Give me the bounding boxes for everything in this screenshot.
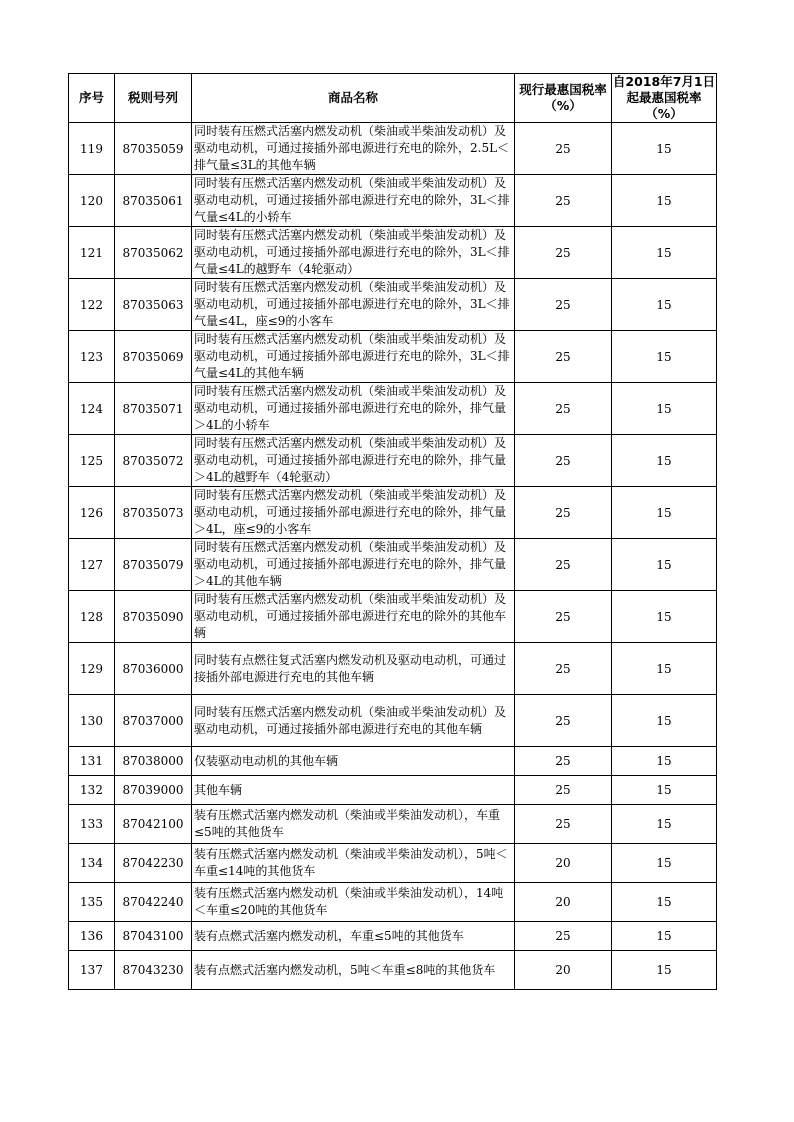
- row-name: 同时装有压燃式活塞内燃发动机（柴油或半柴油发动机）及驱动电动机，可通过接插外部电源进行充电的除外，3L＜排气量≤4L的其他车辆: [192, 331, 515, 383]
- row-code: 87035063: [115, 279, 192, 331]
- tariff-table: [68, 73, 717, 990]
- row-name: 同时装有压燃式活塞内燃发动机（柴油或半柴油发动机）及驱动电动机，可通过接插外部电源进行充电的除外，3L＜排气量≤4L的小轿车: [192, 175, 515, 227]
- table-row: [69, 279, 717, 331]
- table-row: [69, 539, 717, 591]
- row-code: 87035069: [115, 331, 192, 383]
- row-current-rate: 20: [515, 844, 612, 883]
- row-current-rate: 25: [515, 487, 612, 539]
- row-name: 仅装驱动电动机的其他车辆: [192, 747, 515, 776]
- header-name: 商品名称: [192, 74, 515, 123]
- row-seq: 132: [69, 776, 115, 805]
- row-code: 87035071: [115, 383, 192, 435]
- row-current-rate: 25: [515, 922, 612, 951]
- row-new-rate: 15: [612, 844, 717, 883]
- row-code: 87035073: [115, 487, 192, 539]
- row-code: 87039000: [115, 776, 192, 805]
- row-name: 同时装有压燃式活塞内燃发动机（柴油或半柴油发动机）及驱动电动机，可通过接插外部电源进行充电的除外，排气量＞4L的越野车（4轮驱动）: [192, 435, 515, 487]
- row-name: 同时装有压燃式活塞内燃发动机（柴油或半柴油发动机）及驱动电动机，可通过接插外部电源进行充电的除外的其他车辆: [192, 591, 515, 643]
- row-new-rate: 15: [612, 776, 717, 805]
- row-name: 同时装有压燃式活塞内燃发动机（柴油或半柴油发动机）及驱动电动机，可通过接插外部电源进行充电的其他车辆: [192, 695, 515, 747]
- row-new-rate: 15: [612, 643, 717, 695]
- row-name: 同时装有压燃式活塞内燃发动机（柴油或半柴油发动机）及驱动电动机，可通过接插外部电源进行充电的除外，排气量＞4L，座≤9的小客车: [192, 487, 515, 539]
- row-code: 87035079: [115, 539, 192, 591]
- row-name: 装有压燃式活塞内燃发动机（柴油或半柴油发动机），车重≤5吨的其他货车: [192, 805, 515, 844]
- row-seq: 127: [69, 539, 115, 591]
- row-new-rate: 15: [612, 487, 717, 539]
- table-row: [69, 805, 717, 844]
- row-new-rate: 15: [612, 279, 717, 331]
- row-name: 装有点燃式活塞内燃发动机，车重≤5吨的其他货车: [192, 922, 515, 951]
- row-new-rate: 15: [612, 695, 717, 747]
- table-row: [69, 747, 717, 776]
- row-name: 装有压燃式活塞内燃发动机（柴油或半柴油发动机），5吨＜车重≤14吨的其他货车: [192, 844, 515, 883]
- row-current-rate: 20: [515, 883, 612, 922]
- table-row: [69, 591, 717, 643]
- table-body: [69, 123, 717, 990]
- table-row: [69, 383, 717, 435]
- row-name: 同时装有压燃式活塞内燃发动机（柴油或半柴油发动机）及驱动电动机，可通过接插外部电源进行充电的除外，排气量＞4L的小轿车: [192, 383, 515, 435]
- row-current-rate: 25: [515, 695, 612, 747]
- table-row: [69, 227, 717, 279]
- row-code: 87035062: [115, 227, 192, 279]
- row-current-rate: 25: [515, 227, 612, 279]
- header-row: [69, 74, 717, 123]
- row-name: 同时装有压燃式活塞内燃发动机（柴油或半柴油发动机）及驱动电动机，可通过接插外部电源进行充电的除外，3L＜排气量≤4L，座≤9的小客车: [192, 279, 515, 331]
- row-new-rate: 15: [612, 123, 717, 175]
- row-current-rate: 25: [515, 805, 612, 844]
- table-row: [69, 435, 717, 487]
- row-seq: 128: [69, 591, 115, 643]
- row-new-rate: 15: [612, 922, 717, 951]
- row-seq: 134: [69, 844, 115, 883]
- row-new-rate: 15: [612, 805, 717, 844]
- row-new-rate: 15: [612, 175, 717, 227]
- row-current-rate: 25: [515, 539, 612, 591]
- row-seq: 125: [69, 435, 115, 487]
- header-code: 税则号列: [115, 74, 192, 123]
- row-seq: 120: [69, 175, 115, 227]
- table-row: [69, 844, 717, 883]
- row-seq: 135: [69, 883, 115, 922]
- row-seq: 121: [69, 227, 115, 279]
- row-current-rate: 25: [515, 123, 612, 175]
- row-current-rate: 20: [515, 951, 612, 990]
- row-name: 装有点燃式活塞内燃发动机，5吨＜车重≤8吨的其他货车: [192, 951, 515, 990]
- row-current-rate: 25: [515, 279, 612, 331]
- row-name: 装有压燃式活塞内燃发动机（柴油或半柴油发动机），14吨＜车重≤20吨的其他货车: [192, 883, 515, 922]
- header-seq: 序号: [69, 74, 115, 123]
- row-name: 其他车辆: [192, 776, 515, 805]
- row-seq: 133: [69, 805, 115, 844]
- table-row: [69, 922, 717, 951]
- row-seq: 131: [69, 747, 115, 776]
- row-name: 同时装有压燃式活塞内燃发动机（柴油或半柴油发动机）及驱动电动机，可通过接插外部电源进行充电的除外，排气量＞4L的其他车辆: [192, 539, 515, 591]
- row-code: 87042230: [115, 844, 192, 883]
- row-new-rate: 15: [612, 951, 717, 990]
- row-code: 87043230: [115, 951, 192, 990]
- row-new-rate: 15: [612, 435, 717, 487]
- row-code: 87038000: [115, 747, 192, 776]
- table-row: [69, 695, 717, 747]
- table-row: [69, 487, 717, 539]
- row-new-rate: 15: [612, 383, 717, 435]
- row-code: 87035059: [115, 123, 192, 175]
- row-seq: 122: [69, 279, 115, 331]
- row-current-rate: 25: [515, 175, 612, 227]
- table-row: [69, 331, 717, 383]
- row-seq: 129: [69, 643, 115, 695]
- header-new-rate: 自2018年7月1日起最惠国税率（%）: [612, 74, 716, 121]
- row-new-rate: 15: [612, 747, 717, 776]
- row-seq: 124: [69, 383, 115, 435]
- row-code: 87042100: [115, 805, 192, 844]
- row-current-rate: 25: [515, 331, 612, 383]
- row-seq: 137: [69, 951, 115, 990]
- row-code: 87035061: [115, 175, 192, 227]
- table-row: [69, 776, 717, 805]
- table-row: [69, 951, 717, 990]
- row-current-rate: 25: [515, 383, 612, 435]
- row-seq: 119: [69, 123, 115, 175]
- table-row: [69, 883, 717, 922]
- row-name: 同时装有点燃往复式活塞内燃发动机及驱动电动机，可通过接插外部电源进行充电的其他车辆: [192, 643, 515, 695]
- row-seq: 123: [69, 331, 115, 383]
- row-new-rate: 15: [612, 539, 717, 591]
- row-code: 87043100: [115, 922, 192, 951]
- row-code: 87035072: [115, 435, 192, 487]
- row-name: 同时装有压燃式活塞内燃发动机（柴油或半柴油发动机）及驱动电动机，可通过接插外部电源进行充电的除外，2.5L＜排气量≤3L的其他车辆: [192, 123, 515, 175]
- header-current-rate: 现行最惠国税率（%）: [515, 74, 612, 123]
- row-code: 87036000: [115, 643, 192, 695]
- row-seq: 130: [69, 695, 115, 747]
- row-seq: 126: [69, 487, 115, 539]
- row-current-rate: 25: [515, 643, 612, 695]
- table-row: [69, 123, 717, 175]
- table-row: [69, 643, 717, 695]
- row-code: 87037000: [115, 695, 192, 747]
- row-current-rate: 25: [515, 591, 612, 643]
- row-new-rate: 15: [612, 883, 717, 922]
- row-new-rate: 15: [612, 591, 717, 643]
- row-current-rate: 25: [515, 747, 612, 776]
- row-new-rate: 15: [612, 331, 717, 383]
- row-code: 87035090: [115, 591, 192, 643]
- row-seq: 136: [69, 922, 115, 951]
- row-name: 同时装有压燃式活塞内燃发动机（柴油或半柴油发动机）及驱动电动机，可通过接插外部电源进行充电的除外，3L＜排气量≤4L的越野车（4轮驱动）: [192, 227, 515, 279]
- table-row: [69, 175, 717, 227]
- row-current-rate: 25: [515, 435, 612, 487]
- row-code: 87042240: [115, 883, 192, 922]
- row-new-rate: 15: [612, 227, 717, 279]
- row-current-rate: 25: [515, 776, 612, 805]
